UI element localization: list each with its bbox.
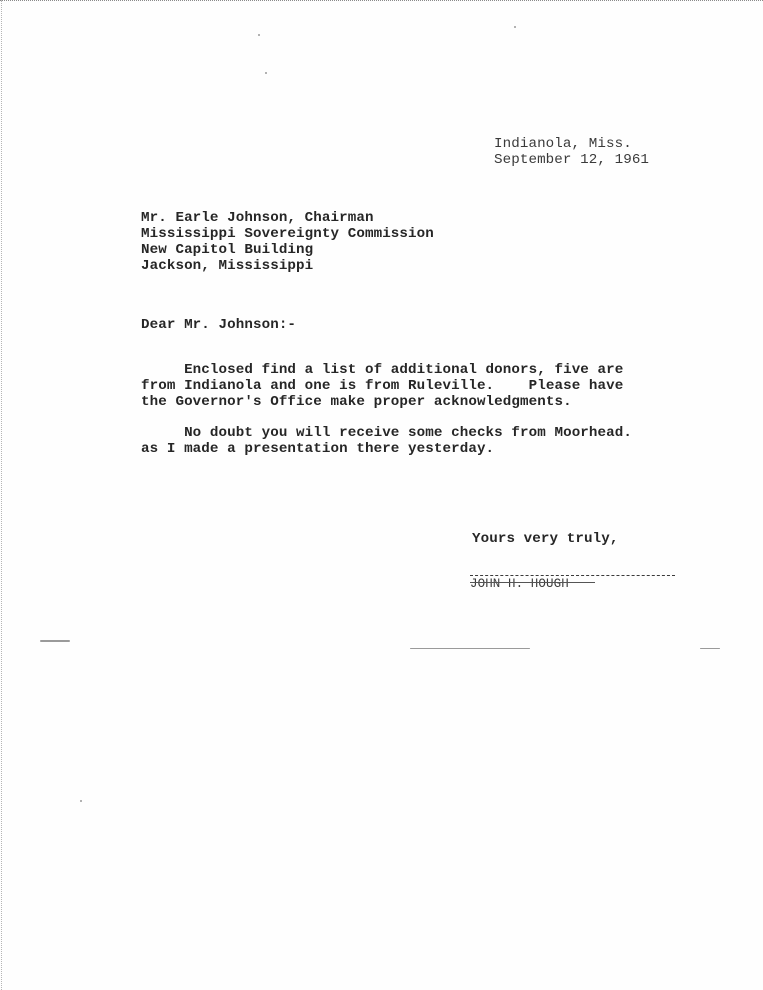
scan-speck	[700, 648, 720, 649]
paragraph-2-line-2: as I made a presentation there yesterday.	[141, 441, 495, 457]
recipient-building: New Capitol Building	[141, 242, 314, 258]
letter-place: Indianola, Miss.	[494, 136, 632, 152]
paragraph-1-line-1: Enclosed find a list of additional donors, five are	[141, 362, 624, 378]
page-left-edge	[1, 0, 3, 990]
letter-date: September 12, 1961	[494, 152, 650, 168]
scan-speck	[514, 26, 516, 28]
salutation: Dear Mr. Johnson:-	[141, 317, 297, 333]
scan-speck	[80, 800, 82, 802]
scan-speck	[265, 72, 267, 74]
closing: Yours very truly,	[472, 531, 619, 547]
paragraph-2-line-1: No doubt you will receive some checks from Moorhead.	[141, 425, 632, 441]
recipient-name: Mr. Earle Johnson, Chairman	[141, 210, 374, 226]
signature-name: JOHN H. HOUGH	[470, 577, 569, 591]
scan-speck	[410, 648, 530, 649]
scan-speck	[258, 34, 260, 36]
recipient-city: Jackson, Mississippi	[141, 258, 314, 274]
recipient-organization: Mississippi Sovereignty Commission	[141, 226, 434, 242]
paragraph-1-line-2: from Indianola and one is from Ruleville. Please have	[141, 378, 624, 394]
page-top-edge	[0, 0, 763, 4]
scan-speck	[40, 640, 70, 642]
paragraph-1-line-3: the Governor's Office make proper acknowledgments.	[141, 394, 572, 410]
signature-strike	[470, 582, 595, 583]
